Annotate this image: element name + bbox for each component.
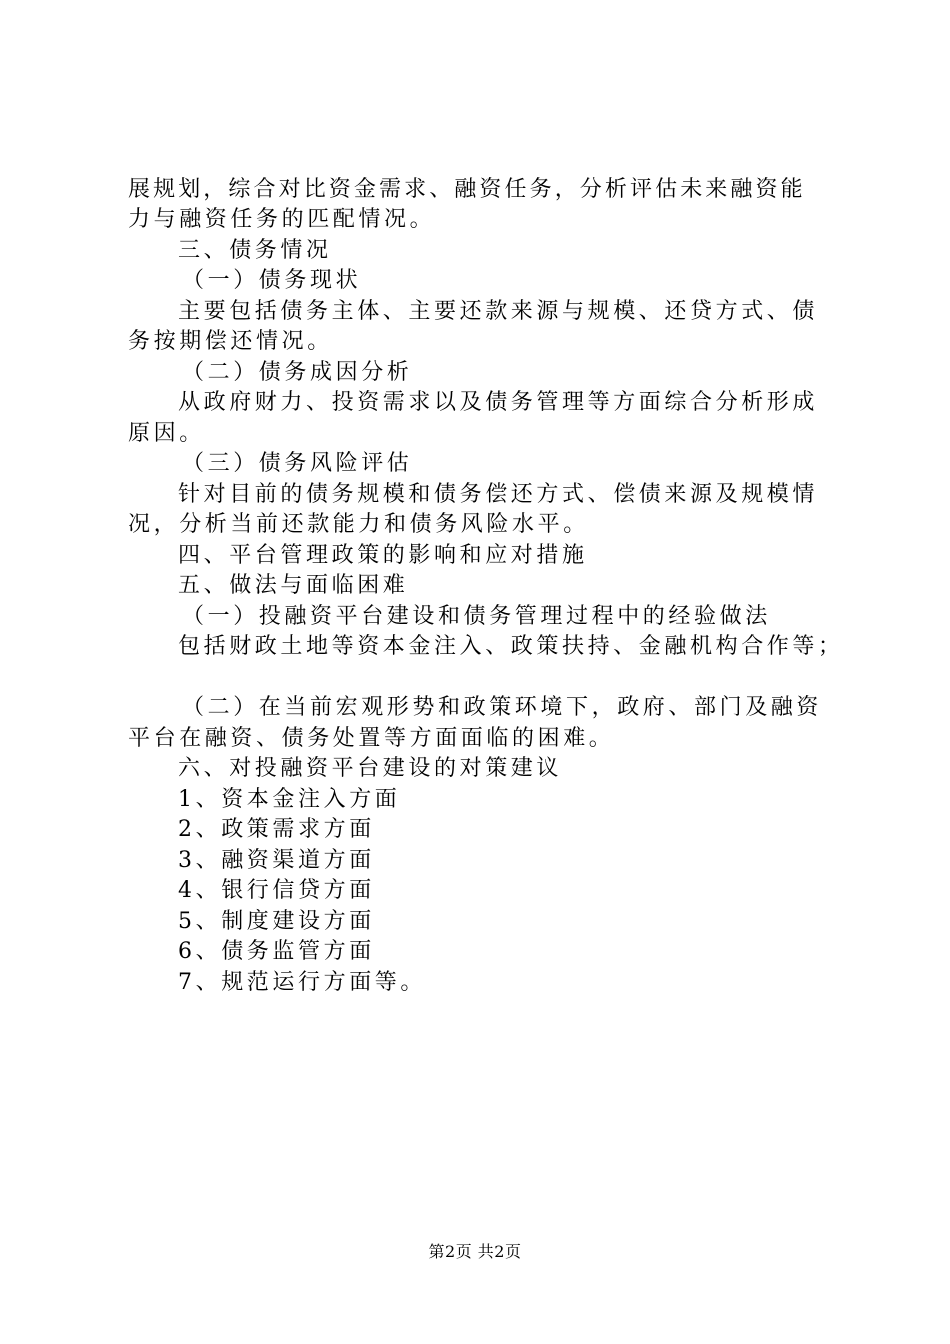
list-item: 1、资本金注入方面 [178, 787, 401, 812]
list-item: 3、融资渠道方面 [178, 848, 375, 873]
subheading-3-3: （三）债务风险评估 [182, 451, 413, 476]
paragraph-line: 平台在融资、债务处置等方面面临的困难。 [128, 726, 615, 751]
page-number-footer: 第2页 共2页 [428, 1242, 522, 1261]
subheading-5-1: （一）投融资平台建设和债务管理过程中的经验做法 [182, 604, 771, 629]
paragraph-line: 务按期偿还情况。 [128, 329, 333, 354]
list-item: 5、制度建设方面 [178, 909, 375, 934]
paragraph-line: 力与融资任务的匹配情况。 [128, 207, 436, 232]
paragraph-line: 况，分析当前还款能力和债务风险水平。 [128, 512, 589, 537]
paragraph-line: 原因。 [128, 421, 205, 446]
list-item: 2、政策需求方面 [178, 817, 375, 842]
paragraph-line: 针对目前的债务规模和债务偿还方式、偿债来源及规模情 [178, 482, 819, 507]
paragraph-line: 包括财政土地等资本金注入、政策扶持、金融机构合作等； [178, 634, 844, 659]
paragraph-line: 从政府财力、投资需求以及债务管理等方面综合分析形成 [178, 390, 819, 415]
paragraph-line: 主要包括债务主体、主要还款来源与规模、还贷方式、债 [178, 299, 819, 324]
section-heading-6: 六、对投融资平台建设的对策建议 [178, 756, 563, 781]
subheading-5-2: （二）在当前宏观形势和政策环境下，政府、部门及融资 [182, 695, 823, 720]
subheading-3-1: （一）债务现状 [182, 268, 362, 293]
section-heading-4: 四、平台管理政策的影响和应对措施 [178, 543, 588, 568]
list-item: 6、债务监管方面 [178, 939, 375, 964]
section-heading-3: 三、债务情况 [178, 238, 332, 263]
paragraph-line: 展规划，综合对比资金需求、融资任务，分析评估未来融资能 [128, 177, 806, 202]
section-heading-5: 五、做法与面临困难 [178, 573, 409, 598]
list-item: 7、规范运行方面等。 [178, 970, 426, 995]
subheading-3-2: （二）债务成因分析 [182, 360, 413, 385]
list-item: 4、银行信贷方面 [178, 878, 375, 903]
